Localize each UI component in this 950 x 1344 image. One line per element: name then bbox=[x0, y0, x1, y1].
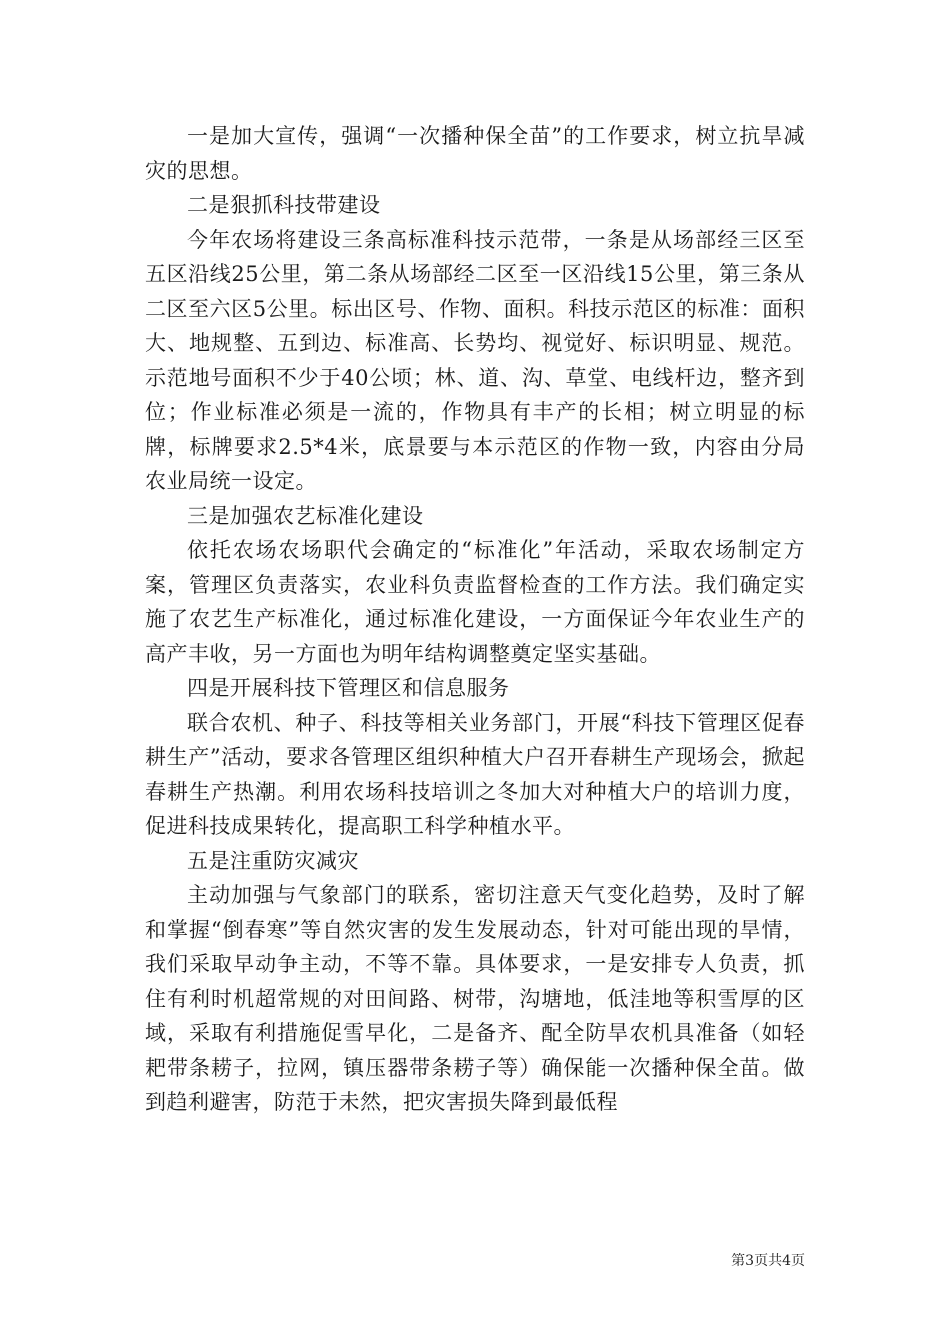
paragraph-tech-services: 联合农机、种子、科技等相关业务部门，开展“科技下管理区促春耕生产”活动，要求各管理区组织种植大户召开春耕生产现场会，掀起春耕生产热潮。利用农场科技培训之冬加大对种植大户的培训力度，促进科技成果转化，提高职工科学种植水平。 bbox=[145, 710, 805, 838]
heading-tech-belt: 二是狠抓科技带建设 bbox=[187, 193, 381, 217]
document-body bbox=[145, 119, 805, 1120]
paragraph-tech-belt: 今年农场将建设三条高标准科技示范带，一条是从场部经三区至五区沿线25公里，第二条从场部经二区至一区沿线15公里，第三条从二区至六区5公里。标出区号、作物、面积。科技示范区的标准：面积大、地规整、五到边、标准高、长势均、视觉好、标识明显、规范。示范地号面积不少于40公顷；林、道、沟、草堂、电线杆边，整齐到位；作业标准必须是一流的，作物具有丰产的长相；树立明显的标牌，标牌要求2.5*4米，底景要与本示范区的作物一致，内容由分局农业局统一设定。 bbox=[145, 227, 805, 493]
heading-tech-services: 四是开展科技下管理区和信息服务 bbox=[187, 676, 510, 700]
heading-disaster-prevention: 五是注重防灾减灾 bbox=[187, 848, 359, 873]
paragraph-standardization: 依托农场农场职代会确定的“标准化”年活动，采取农场制定方案，管理区负责落实，农业科负责监督检查的工作方法。我们确定实施了农艺生产标准化，通过标准化建设，一方面保证今年农业生产的高产丰收，另一方面也为明年结构调整奠定坚实基础。 bbox=[145, 538, 805, 666]
page-number-footer: 第3页共4页 bbox=[731, 1253, 805, 1269]
heading-standardization: 三是加强农艺标准化建设 bbox=[187, 503, 424, 528]
paragraph-disaster-prevention: 主动加强与气象部门的联系，密切注意天气变化趋势，及时了解和掌握“倒春寒”等自然灾害的发生发展动态，针对可能出现的旱情，我们采取早动争主动，不等不靠。具体要求，一是安排专人负责，抓住有利时机超常规的对田间路、树带，沟塘地，低洼地等积雪厚的区域，采取有利措施促雪早化，二是备齐、配全防旱农机具准备（如轻耙带条耢子，拉网，镇压器带条耢子等）确保能一次播种保全苗。做到趋利避害，防范于未然，把灾害损失降到最低程 bbox=[145, 883, 805, 1114]
paragraph-publicity: 一是加大宣传，强调“一次播种保全苗”的工作要求，树立抗旱减灾的思想。 bbox=[145, 124, 805, 183]
